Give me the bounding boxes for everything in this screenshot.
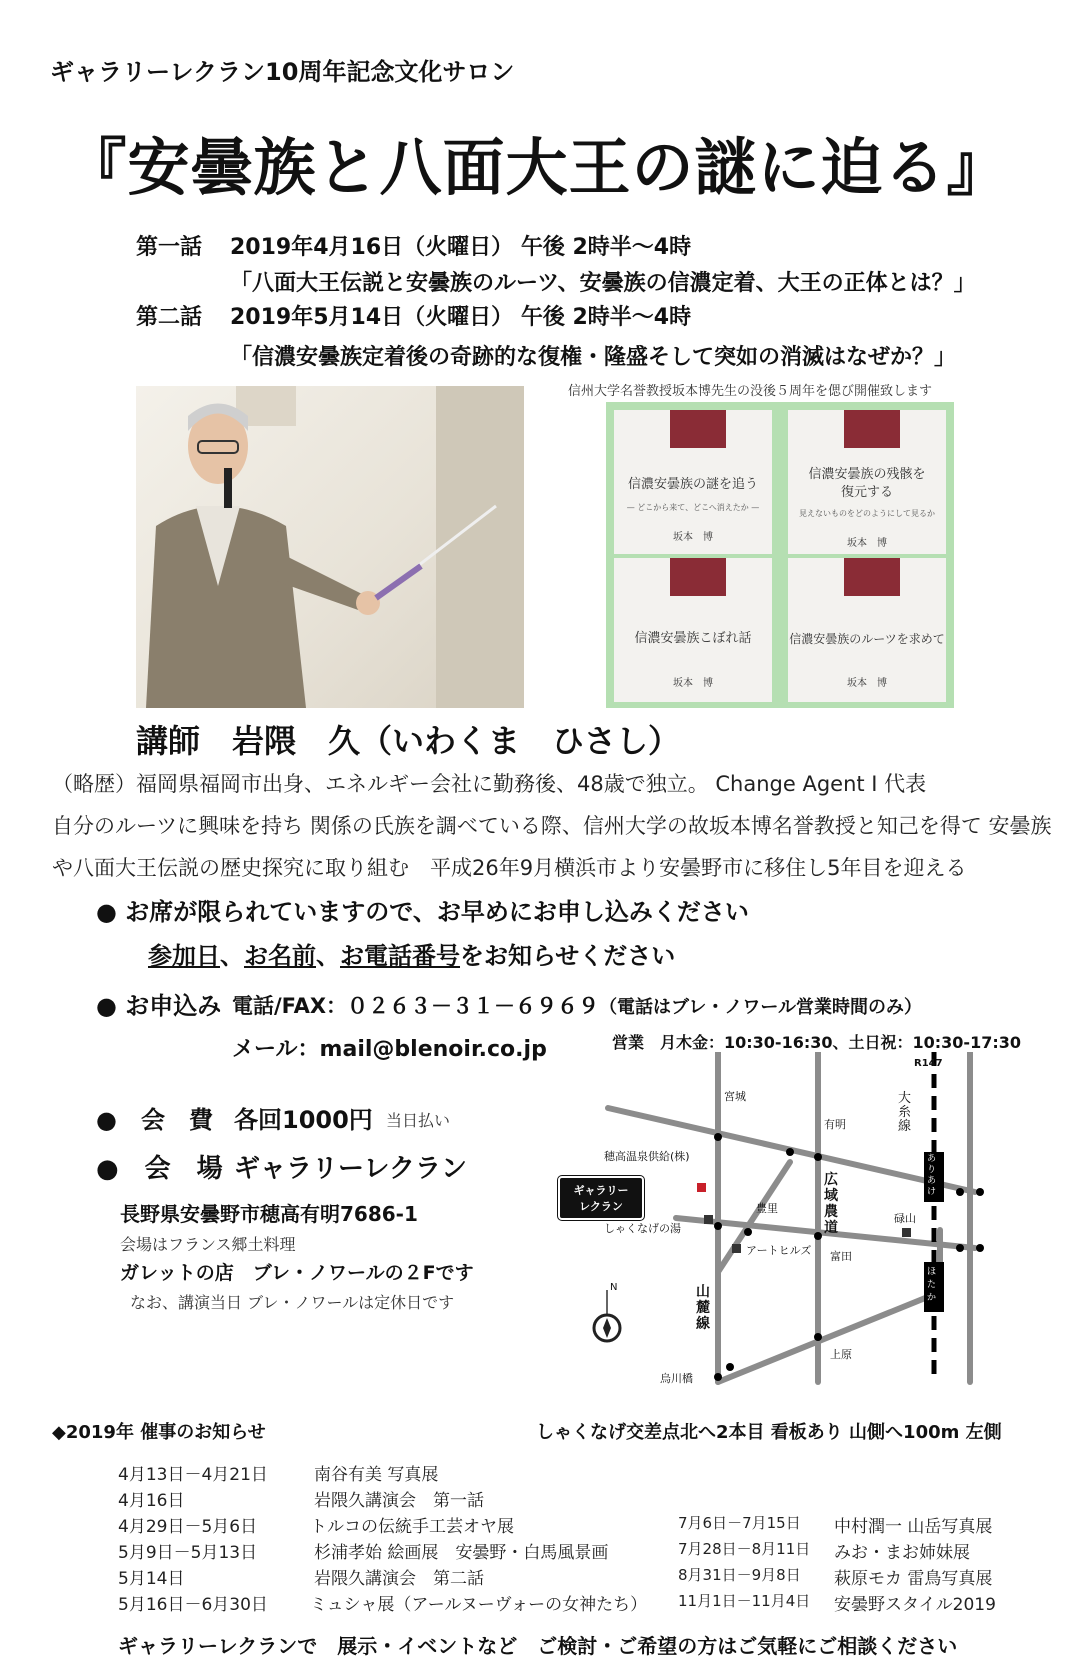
map-place-tomita: 富田 [830,1250,852,1263]
event-date: 7月6日－7月15日 [678,1514,801,1532]
map-directions: しゃくなげ交差点北へ2本目 看板あり 山側へ100m 左側 [536,1422,1002,1443]
shop-hours: 営業 月木金：10:30-16:30、土日祝：10:30-17:30 [612,1033,1022,1052]
apply-phone [232,990,922,1020]
book-cover [788,558,946,702]
info-request [148,936,675,971]
map-road-kouiki: 広域農道 [824,1172,838,1236]
event-date: 5月9日－5月13日 [118,1543,258,1563]
book-subtitle: 見えないものをどのようにして見るか [799,509,935,518]
page-title: 『安曇族と八面大王の謎に迫る』 [64,131,1010,204]
seat-notice: ● お席が限られていますので、お早めにお申し込みください [96,898,749,926]
memorial-note: 信州大学名誉教授坂本博先生の没後５周年を偲び開催致します [568,384,933,399]
compass-north: N [610,1282,618,1293]
book-title: 信濃安曇族こぼれ話 [634,631,752,646]
footer-message: ギャラリーレクランで 展示・イベントなど ご検討・ご希望の方はご気軽にご相談ください [118,1634,958,1658]
event-date: 8月31日－9月8日 [678,1566,801,1584]
info-item-name: お名前 [244,942,316,970]
event-name: 萩原モカ 雷鳥写真展 [834,1569,993,1589]
venue-label: ● 会 場 [96,1154,223,1184]
venue-name: ギャラリーレクラン [234,1154,467,1184]
event-series-title: ギャラリーレクラン10周年記念文化サロン [50,58,515,86]
event-date: 5月16日－6月30日 [118,1595,268,1615]
map-place-karasugawa: 烏川橋 [660,1372,693,1385]
apply-email: メール：mail@blenoir.co.jp [232,1037,547,1062]
session-2-label: 第二話 [136,305,203,330]
book-logo-band [670,558,726,596]
route-sign-r147: R147 [914,1058,943,1069]
map-place-arthills: アートヒルズ [746,1244,812,1257]
access-map [573,1052,1020,1402]
books-photo [606,402,954,708]
event-name: 安曇野スタイル2019 [834,1595,996,1615]
book-cover [614,558,772,702]
map-place-uehara: 上原 [830,1348,852,1361]
lecturer-photo [136,386,524,708]
book-author: 坂本 博 [673,678,713,689]
event-date: 4月13日－4月21日 [118,1465,268,1485]
venue-note-2: ガレットの店 ブレ・ノワールの２Fです [120,1262,474,1284]
apply-label: ● お申込み [96,992,222,1020]
session-2-datetime: 2019年5月14日（火曜日） 午後 2時半～4時 [230,305,692,330]
info-item-date: 参加日 [148,942,220,970]
session-1-label: 第一話 [136,235,203,260]
fee-value: 各回1000円 [234,1106,373,1134]
book-author: 坂本 博 [847,678,887,689]
book-cover [614,410,772,554]
gallery-callout-line2: レクラン [579,1200,623,1213]
lecturer-name: 講師 岩隈 久（いわくま ひさし） [136,722,681,760]
book-logo-band [844,410,900,448]
book-title: 信濃安曇族のルーツを求めて [789,632,945,646]
map-place-onsen: 穂高温泉供給(株) [604,1150,690,1163]
info-request-tail: をお知らせください [460,942,676,970]
session-1-datetime: 2019年4月16日（火曜日） 午後 2時半～4時 [230,235,692,260]
separator: 、 [316,942,340,970]
session-2-topic: 「信濃安曇族定着後の奇跡的な復権・隆盛そして突如の消滅はなぜか？」 [230,345,957,370]
bio-line: や八面大王伝説の歴史探究に取り組む 平成26年9月横浜市より安曇野市に移住し5年目を迎える [52,856,967,880]
event-name: 南谷有美 写真展 [314,1465,439,1485]
event-name: 中村潤一 山岳写真展 [834,1517,993,1537]
event-name: 杉浦孝始 絵画展 安曇野・白馬風景画 [314,1543,609,1563]
map-road-oito: 大糸線 [898,1091,912,1134]
book-title: 信濃安曇族の残骸を復元する [808,467,926,500]
event-name: トルコの伝統手工芸オヤ展 [310,1517,514,1537]
book-title: 信濃安曇族の謎を追う [627,477,758,492]
venue-address: 長野県安曇野市穂高有明7686-1 [120,1202,418,1226]
book-logo-band [844,558,900,596]
fee-note: 当日払い [386,1111,451,1130]
event-date: 4月29日－5月6日 [118,1517,258,1537]
gallery-callout-line1: ギャラリー [573,1184,629,1197]
event-date: 11月1日－11月4日 [678,1592,811,1610]
book-author: 坂本 博 [673,532,713,543]
map-place-rokuzan: 碌山 [894,1212,916,1225]
fee-label: ● 会 費 [96,1106,213,1134]
event-date: 7月28日－8月11日 [678,1540,811,1558]
event-name: 岩隈久講演会 第二話 [314,1569,484,1589]
event-name: ミュシャ展（アールヌーヴォーの女神たち） [310,1595,648,1615]
book-author: 坂本 博 [847,538,887,549]
station-ariake: ありあけ [927,1154,937,1197]
map-place-toyosato: 豊里 [756,1202,778,1215]
book-cover [788,410,946,554]
bio-line: 自分のルーツに興味を持ち 関係の氏族を調べている際、信州大学の故坂本博名誉教授と知己を得て 安曇族 [52,814,1052,838]
separator: 、 [220,942,244,970]
map-place-miyagi: 宮城 [724,1090,746,1103]
bio-line: （略歴）福岡県福岡市出身、エネルギー会社に勤務後、48歳で独立。 Change Agent I 代表 [52,772,927,796]
map-road-sanroku: 山麓線 [696,1284,710,1332]
event-name: みお・まお姉妹展 [834,1543,970,1563]
events-heading: ◆2019年 催事のお知らせ [52,1422,266,1443]
gallery-callout [558,1176,644,1220]
event-date: 4月16日 [118,1491,185,1511]
book-logo-band [670,410,726,448]
phone-note: （電話はブレ・ノワール営業時間のみ） [599,997,922,1018]
map-place-ariake: 有明 [824,1118,846,1131]
venue-note-1: 会場はフランス郷土料理 [120,1235,296,1254]
session-1-topic: 「八面大王伝説と安曇族のルーツ、安曇族の信濃定着、大王の正体とは？」 [230,271,976,296]
info-item-phone: お電話番号 [340,942,460,970]
book-subtitle: — どこから来て、どこへ消えたか — [626,503,760,512]
event-date: 5月14日 [118,1569,185,1589]
phone-number: 電話/FAX：０２６３－３１－６９６９ [232,994,600,1018]
venue-note-3: なお、講演当日 ブレ・ノワールは定休日です [130,1293,455,1312]
map-place-shakunage: しゃくなげの湯 [604,1222,681,1235]
event-name: 岩隈久講演会 第一話 [314,1491,484,1511]
station-hotaka: ほたか [927,1267,937,1303]
